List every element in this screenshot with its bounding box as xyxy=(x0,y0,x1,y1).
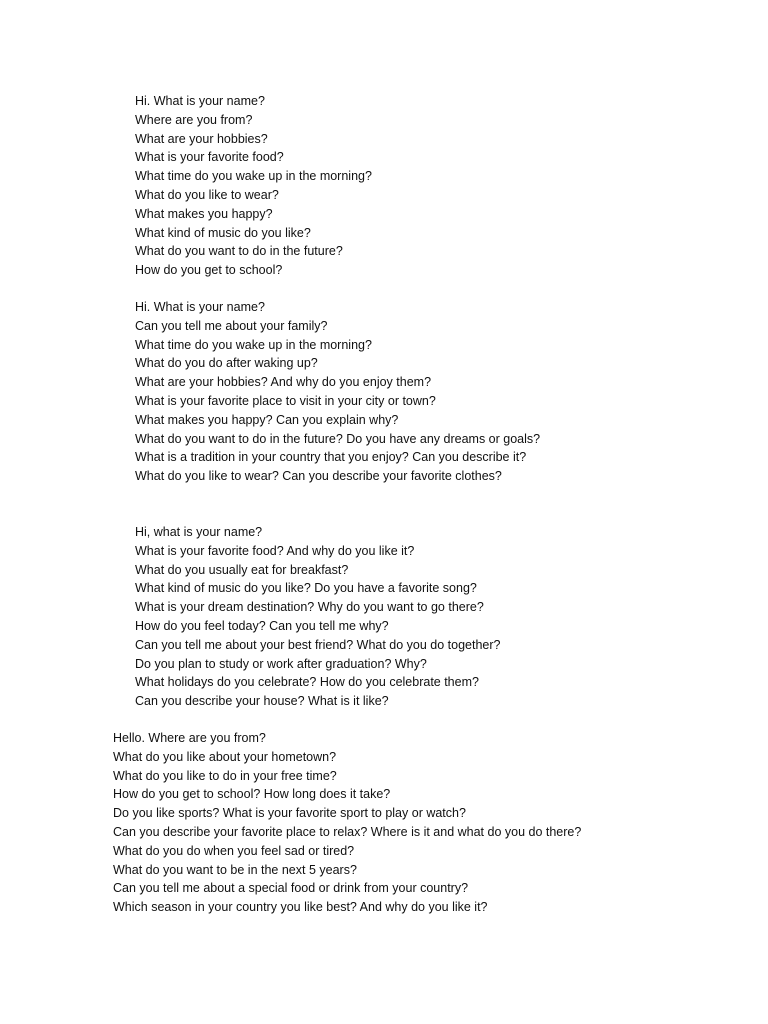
question-line: What is your dream destination? Why do you want to go there? xyxy=(135,600,484,615)
question-list-2 xyxy=(135,298,540,486)
question-line: What is your favorite food? And why do you like it? xyxy=(135,543,415,558)
question-line: What do you like about your hometown? xyxy=(113,749,337,764)
question-line: What do you want to do in the future? Do you have any dreams or goals? xyxy=(135,431,541,446)
question-line: What do you like to do in your free time? xyxy=(113,768,337,783)
question-line: Where are you from? xyxy=(135,112,253,127)
question-line: What do you do when you feel sad or tired? xyxy=(113,843,355,858)
question-line: What kind of music do you like? xyxy=(135,225,311,240)
question-line: How do you get to school? How long does it take? xyxy=(113,787,391,802)
question-line: Can you tell me about a special food or drink from your country? xyxy=(113,881,469,896)
question-line: Do you like sports? What is your favorite sport to play or watch? xyxy=(113,806,466,821)
question-line: What do you want to do in the future? xyxy=(135,244,343,259)
question-line: What do you like to wear? Can you describe your favorite clothes? xyxy=(135,469,502,484)
question-line: How do you feel today? Can you tell me why? xyxy=(135,618,389,633)
question-line: What are your hobbies? And why do you enjoy them? xyxy=(135,375,432,390)
question-line: What is your favorite place to visit in your city or town? xyxy=(135,393,436,408)
question-line: Which season in your country you like best? And why do you like it? xyxy=(113,900,488,915)
question-list-4 xyxy=(113,729,581,917)
question-line: Hi. What is your name? xyxy=(135,94,265,108)
question-line: What time do you wake up in the morning? xyxy=(135,169,372,184)
question-line: Hello. Where are you from? xyxy=(113,731,266,745)
question-list-3 xyxy=(135,523,501,711)
question-line: How do you get to school? xyxy=(135,263,283,278)
question-line: Can you describe your house? What is it like? xyxy=(135,694,389,709)
question-line: Do you plan to study or work after graduation? Why? xyxy=(135,656,427,671)
question-line: What makes you happy? xyxy=(135,206,273,221)
question-line: What holidays do you celebrate? How do you celebrate them? xyxy=(135,675,479,690)
question-line: Hi. What is your name? xyxy=(135,300,265,314)
question-line: What do you usually eat for breakfast? xyxy=(135,562,349,577)
question-list-1 xyxy=(135,92,372,280)
question-line: What are your hobbies? xyxy=(135,131,268,146)
question-line: What makes you happy? Can you explain why? xyxy=(135,412,399,427)
question-line: What do you want to be in the next 5 years? xyxy=(113,862,357,877)
question-line: What is a tradition in your country that you enjoy? Can you describe it? xyxy=(135,450,527,465)
question-line: What is your favorite food? xyxy=(135,150,284,165)
question-line: What kind of music do you like? Do you have a favorite song? xyxy=(135,581,477,596)
question-line: Can you tell me about your family? xyxy=(135,318,328,333)
question-line: Can you describe your favorite place to relax? Where is it and what do you do there? xyxy=(113,824,582,839)
question-line: What do you do after waking up? xyxy=(135,356,318,371)
question-line: What do you like to wear? xyxy=(135,187,279,202)
question-line: Hi, what is your name? xyxy=(135,525,263,539)
question-line: What time do you wake up in the morning? xyxy=(135,337,372,352)
question-line: Can you tell me about your best friend? What do you do together? xyxy=(135,637,501,652)
